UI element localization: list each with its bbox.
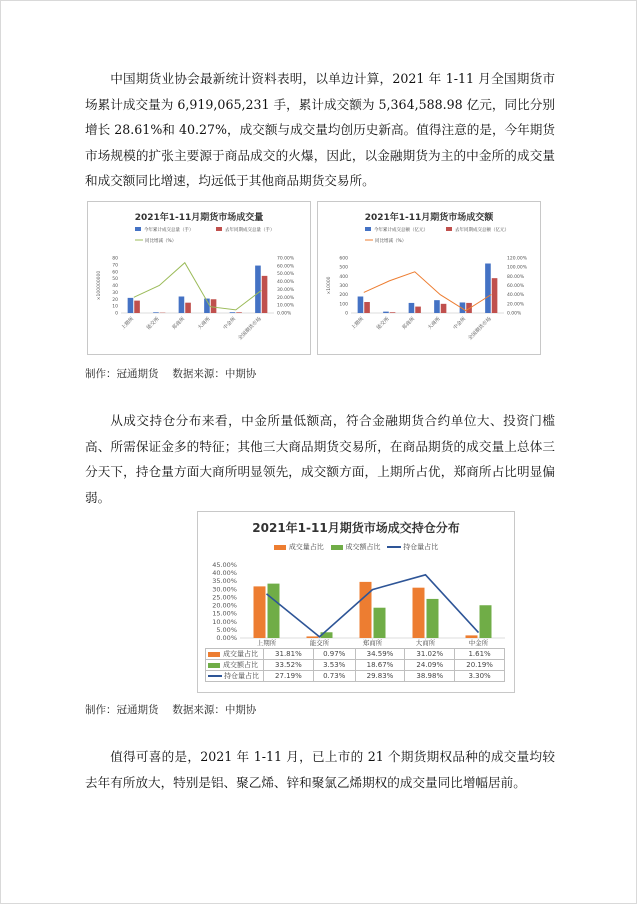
y-tick-label: 60: [112, 270, 118, 276]
y-tick-label: 15.00%: [212, 609, 237, 618]
y-tick-label: 20: [112, 297, 118, 303]
x-tick-label: 郑商所: [401, 316, 417, 332]
bar-prior: [441, 304, 447, 313]
table-row: [206, 660, 505, 671]
y-tick-label: 80: [112, 256, 118, 262]
x-tick-label: 能交所: [309, 639, 330, 647]
bar-current: [485, 264, 491, 314]
bar-turnover-share: [427, 599, 439, 638]
paragraph-2: 从成交持仓分布来看，中金所量低额高，符合金融期货合约单位大、投资门槛高、所需保证金多的特征；其他三大商品期货交易所，在商品期货的成交量上总体三分天下，持仓量方面大商所明显领先，成交额方面，上期所占优，郑商所占比明显偏弱。: [85, 413, 555, 505]
growth-line: [364, 272, 492, 311]
table-row: [206, 649, 505, 660]
x-tick-label: 大商所: [196, 316, 212, 332]
y-tick-label: 0: [345, 311, 348, 317]
x-tick-label: 郑商所: [171, 316, 187, 332]
y-tick-label: 100: [339, 302, 348, 308]
y2-tick-label: 0.00%: [507, 311, 522, 317]
y2-tick-label: 40.00%: [507, 293, 525, 299]
table-cell: 0.97%: [313, 649, 355, 660]
y-tick-label: 600: [339, 256, 348, 262]
paragraph-1: 中国期货业协会最新统计资料表明，以单边计算，2021 年 1-11 月全国期货市场累计成交量为 6,919,065,231 手，累计成交额为 5,364,588.98 亿元，同比分别增长 28.61%和 40.27%，成交额与成交量均创历史新高。值得注意的是，今年期货市场规模的扩张主要源于商品成交的火爆，因此，以金融期货为主的中金所的成交量和成交额同比增速，均远低于其他商品期货交易所。: [85, 71, 555, 188]
y-tick-label: 500: [339, 265, 348, 271]
caption-1: 制作：冠通期货 数据来源：中期协: [85, 368, 257, 380]
legend-swatch-prior: [446, 227, 452, 231]
bar-turnover-share: [268, 584, 280, 638]
growth-line: [134, 263, 261, 310]
bar-current: [153, 312, 159, 313]
table-cell: 31.02%: [405, 649, 455, 660]
bar-volume-share: [254, 586, 266, 638]
y-tick-label: 25.00%: [212, 593, 237, 602]
bar-prior: [262, 276, 268, 313]
bar-prior: [134, 301, 140, 313]
row-label: 成交量占比: [223, 650, 258, 658]
distribution-chart: [197, 511, 515, 693]
table-row: [206, 671, 505, 682]
table-cell: 24.09%: [405, 660, 455, 671]
position-share-line: [267, 575, 479, 637]
volume-chart-title: 2021年1-11月期货市场成交量: [134, 213, 264, 223]
table-cell: 34.59%: [355, 649, 405, 660]
table-cell: 29.83%: [355, 671, 405, 682]
legend-position: 持仓量占比: [403, 543, 439, 551]
bar-current: [383, 312, 389, 313]
bar-prior: [185, 303, 191, 313]
y2-tick-label: 0.00%: [277, 311, 292, 317]
turnover-chart: [317, 201, 541, 355]
x-tick-label: 能交所: [145, 316, 161, 332]
bar-volume-share: [466, 635, 478, 638]
volume-chart: [87, 201, 311, 355]
y-tick-label: 70: [112, 263, 118, 269]
y2-tick-label: 70.00%: [277, 256, 295, 262]
bar-current: [128, 298, 134, 313]
table-cell: 31.81%: [264, 649, 314, 660]
y-tick-label: 35.00%: [212, 577, 237, 586]
bar-current: [255, 266, 261, 313]
y-tick-label: 45.00%: [212, 561, 237, 569]
legend-volume: 成交量占比: [288, 543, 324, 551]
y2-tick-label: 20.00%: [277, 295, 295, 301]
table-cell: 1.61%: [455, 649, 505, 660]
y-tick-label: 30: [112, 290, 118, 296]
table-cell: 38.98%: [405, 671, 455, 682]
legend-label: 今年累计成交总额（亿元）: [374, 228, 428, 233]
x-tick-label: 全国期货市场: [467, 316, 493, 342]
bar-current: [358, 297, 364, 314]
x-tick-label: 上期所: [120, 316, 136, 332]
bar-volume-share: [360, 582, 372, 638]
legend-label: 同比增减（%）: [375, 239, 407, 244]
legend-label: 同比增减（%）: [145, 239, 177, 244]
bar-prior: [390, 312, 396, 313]
bar-prior: [415, 307, 421, 313]
y-tick-label: 5.00%: [216, 625, 237, 634]
y2-tick-label: 80.00%: [507, 274, 525, 280]
bar-volume-share: [307, 636, 319, 638]
bar-current: [230, 312, 236, 313]
row-label: 持仓量占比: [224, 672, 259, 680]
caption-2: 制作：冠通期货 数据来源：中期协: [85, 704, 257, 716]
y2-tick-label: 10.00%: [277, 303, 295, 309]
y-tick-label: 40.00%: [212, 569, 237, 578]
y-tick-label: 10.00%: [212, 617, 237, 626]
legend-swatch-current: [135, 227, 141, 231]
y-axis-label: ×100000000: [97, 270, 102, 301]
bar-current: [434, 300, 440, 313]
legend-label: 去年同期成交总量（手）: [225, 228, 275, 233]
bar-turnover-share: [374, 608, 386, 638]
distribution-data-table: [205, 648, 505, 682]
row-label: 成交额占比: [223, 661, 258, 669]
x-tick-label: 大商所: [426, 316, 442, 332]
volume-chart-plot: [88, 202, 310, 354]
y-tick-label: 40: [112, 284, 118, 289]
y-tick-label: 50: [112, 277, 118, 283]
y-tick-label: 0: [115, 311, 118, 317]
y-tick-label: 300: [339, 284, 348, 289]
turnover-chart-title: 2021年1-11月期货市场成交额: [364, 213, 494, 223]
table-cell: 3.53%: [313, 660, 355, 671]
x-tick-label: 中金所: [222, 316, 238, 332]
x-tick-label: 大商所: [415, 639, 436, 647]
y-tick-label: 400: [339, 274, 348, 280]
y-tick-label: 200: [339, 293, 348, 299]
table-cell: 18.67%: [355, 660, 405, 671]
row-swatch-volume: [208, 652, 220, 657]
bar-prior: [364, 302, 370, 313]
row-swatch-position: [208, 675, 222, 677]
row-swatch-turnover: [208, 663, 220, 668]
y-tick-label: 20.00%: [212, 601, 237, 610]
y-tick-label: 0.00%: [216, 634, 237, 642]
y2-tick-label: 20.00%: [507, 302, 525, 308]
table-cell: 20.19%: [455, 660, 505, 671]
bar-current: [179, 297, 185, 314]
x-tick-label: 上期所: [350, 316, 366, 332]
legend-turnover: 成交额占比: [345, 543, 381, 551]
table-cell: 0.73%: [313, 671, 355, 682]
x-tick-label: 中金所: [452, 316, 468, 332]
y-tick-label: 10: [112, 304, 118, 310]
bar-prior: [211, 299, 217, 313]
paragraph-3: 值得可喜的是，2021 年 1-11 月，已上市的 21 个期货期权品种的成交量均较去年有所放大，特别是铝、聚乙烯、锌和聚氯乙烯期权的成交量同比增幅居前。: [85, 749, 555, 790]
legend-swatch-prior: [216, 227, 222, 231]
legend-label: 去年同期成交总额（亿元）: [455, 228, 509, 233]
y2-tick-label: 120.00%: [507, 256, 528, 262]
y2-tick-label: 100.00%: [507, 265, 528, 271]
bar-current: [409, 303, 415, 313]
y2-tick-label: 60.00%: [507, 284, 525, 289]
legend-label: 今年累计成交总量（手）: [144, 228, 194, 233]
table-cell: 33.52%: [264, 660, 314, 671]
bar-prior: [236, 312, 242, 313]
x-tick-label: 能交所: [375, 316, 391, 332]
table-cell: 27.19%: [264, 671, 314, 682]
turnover-chart-plot: [318, 202, 540, 354]
y-tick-label: 30.00%: [212, 585, 237, 594]
y-axis-label: ×10000: [327, 276, 332, 295]
x-tick-label: 全国期货市场: [237, 316, 263, 342]
x-tick-label: 郑商所: [362, 639, 383, 647]
table-cell: 3.30%: [455, 671, 505, 682]
y2-tick-label: 40.00%: [277, 280, 295, 286]
y2-tick-label: 60.00%: [277, 264, 295, 270]
y2-tick-label: 30.00%: [277, 287, 295, 293]
bar-prior: [492, 278, 498, 313]
y2-tick-label: 50.00%: [277, 272, 295, 278]
x-tick-label: 中金所: [468, 639, 489, 647]
distribution-chart-title: 2021年1-11月期货市场成交持仓分布: [252, 521, 460, 535]
x-tick-label: 上期所: [256, 639, 277, 647]
bar-turnover-share: [480, 605, 492, 638]
legend-swatch-current: [365, 227, 371, 231]
bar-volume-share: [413, 588, 425, 638]
